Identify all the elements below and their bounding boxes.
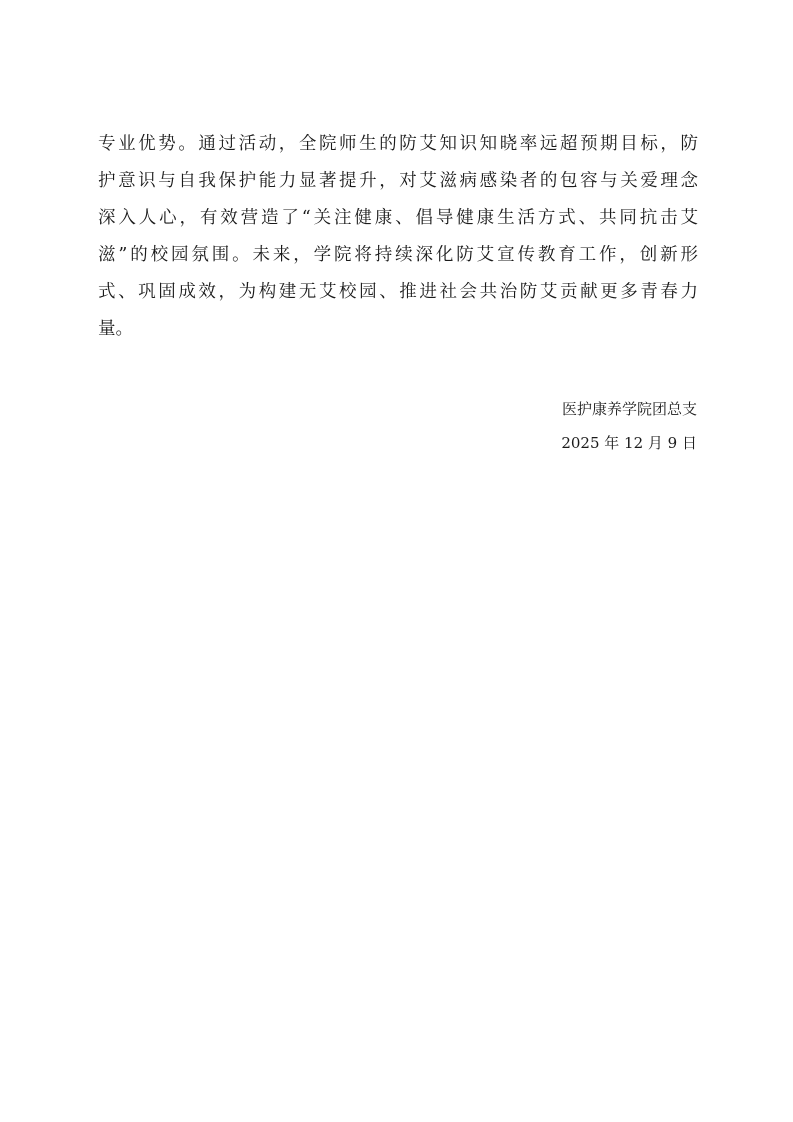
paragraph-line: 量。 xyxy=(98,319,133,339)
signature-block xyxy=(561,392,697,460)
paragraph-line: 深入人心，有效营造了“关注健康、倡导健康生活方式、共同抗击艾 xyxy=(98,208,698,228)
paragraph-line: 专业优势。通过活动，全院师生的防艾知识知晓率远超预期目标，防 xyxy=(98,134,698,154)
paragraph-line: 滋”的校园氛围。未来，学院将持续深化防艾宣传教育工作，创新形 xyxy=(98,245,698,265)
paragraph-line: 式、巩固成效，为构建无艾校园、推进社会共治防艾贡献更多青春力 xyxy=(98,282,698,302)
signature-date: 2025 年 12 月 9 日 xyxy=(561,434,697,452)
body-paragraph xyxy=(98,126,698,348)
paragraph-line: 护意识与自我保护能力显著提升，对艾滋病感染者的包容与关爱理念 xyxy=(98,171,698,191)
signature-organization: 医护康养学院团总支 xyxy=(561,400,697,418)
